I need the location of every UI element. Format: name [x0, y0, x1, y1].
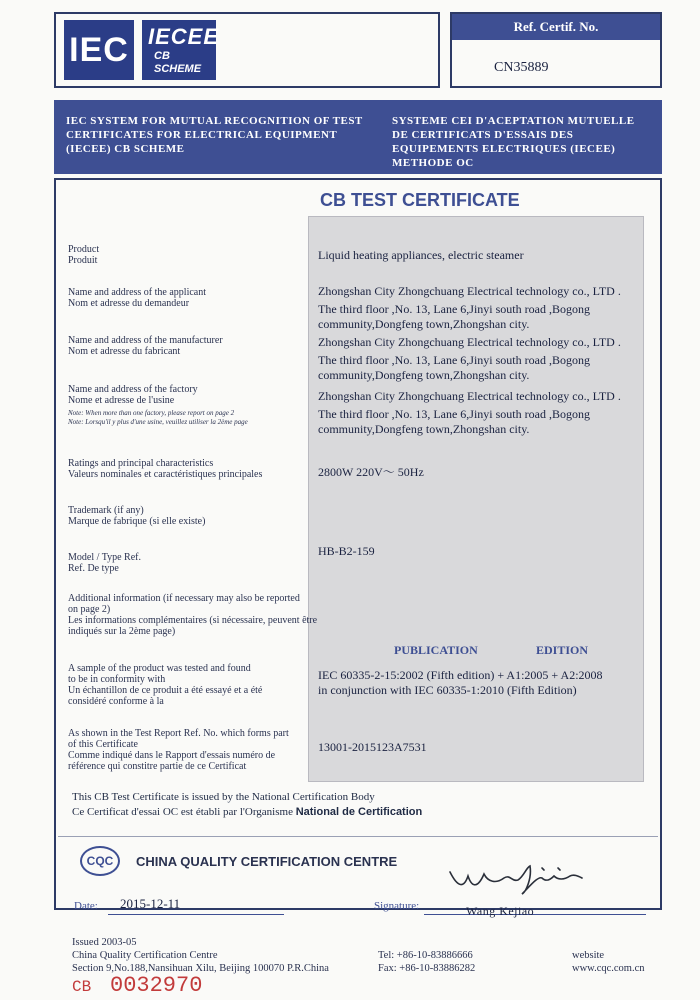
scheme-band: [54, 100, 662, 174]
product-value: Liquid heating appliances, electric steamer: [318, 248, 524, 262]
issued-by-en: This CB Test Certificate is issued by the National Certification Body: [72, 791, 375, 803]
factory-note-fr: Note: Lorsqu'il y plus d'une usine, veuillez utiliser la 2ème page: [68, 418, 248, 426]
iec-logo: [64, 20, 134, 80]
manufacturer-label-fr: Nom et adresse du fabricant: [68, 346, 181, 357]
trademark-label: [68, 505, 205, 527]
footer-tel: Tel: +86-10-83886666: [378, 950, 473, 961]
factory-address-1: The third floor ,No. 13, Lane 6,Jinyi south road ,Bogong: [318, 407, 590, 421]
cqc-logo: [80, 846, 120, 876]
applicant-label-fr: Nom et adresse du demandeur: [68, 298, 190, 309]
certification-body-name: CHINA QUALITY CERTIFICATION CENTRE: [136, 854, 398, 869]
iecee-logo-text: IECEE: [148, 24, 220, 49]
sample-label-en-2: to be in conformity with: [68, 674, 166, 685]
ratings-label-en: Ratings and principal characteristics: [68, 458, 214, 469]
manufacturer-address-2: community,Dongfeng town,Zhongshan city.: [318, 368, 530, 382]
additional-label-fr-2: indiqués sur la 2ème page): [68, 626, 176, 637]
issued-by-statement: [72, 790, 422, 820]
date-label: Date:: [74, 900, 98, 912]
ref-label: Ref. Certif. No.: [452, 14, 660, 40]
scheme-band-french: SYSTEME CEI D'ACEPTATION MUTUELLE DE CERTIFICATS D'ESSAIS DES EQUIPEMENTS ELECTRIQUES (IECEE) METHODE OC: [392, 115, 635, 169]
standard-value-2: in conjunction with IEC 60335-1:2010 (Fifth Edition): [318, 683, 577, 697]
factory-name: Zhongshan City Zhongchuang Electrical technology co., LTD .: [318, 389, 621, 403]
applicant-address-1: The third floor ,No. 13, Lane 6,Jinyi south road ,Bogong: [318, 302, 590, 316]
manufacturer-address-1: The third floor ,No. 13, Lane 6,Jinyi south road ,Bogong: [318, 353, 590, 367]
iecee-logo-sub1: CB: [154, 50, 170, 62]
issued-by-fr: [72, 805, 422, 820]
ratings-value: 2800W 220V～ 50Hz: [318, 465, 424, 479]
report-label-en-2: of this Certificate: [68, 739, 138, 750]
issued-by-fr-bold: National de Certification: [295, 806, 423, 818]
factory-label-fr: Nome et adresse de l'usine: [68, 395, 175, 406]
report-label: [68, 728, 289, 772]
model-label-fr: Ref. De type: [68, 563, 119, 574]
applicant-value: [318, 284, 621, 332]
issued-by-fr-prefix: Ce Certificat d'essai OC est établi par l'Organisme: [72, 806, 296, 818]
applicant-label: [68, 287, 206, 309]
ratings-label: [68, 458, 262, 480]
factory-value: [318, 389, 621, 437]
product-label-fr: Produit: [68, 255, 98, 266]
cqc-logo-text: CQC: [86, 854, 114, 868]
serial-number: 0032970: [110, 973, 203, 998]
applicant-label-en: Name and address of the applicant: [68, 287, 207, 298]
footer-fax: Fax: +86-10-83886282: [378, 963, 476, 974]
applicant-address-2: community,Dongfeng town,Zhongshan city.: [318, 317, 530, 331]
date-value: 2015-12-11: [120, 896, 181, 911]
factory-address-2: community,Dongfeng town,Zhongshan city.: [318, 422, 530, 436]
footer-website: [572, 949, 645, 975]
scheme-band-english: IEC SYSTEM FOR MUTUAL RECOGNITION OF TEST CERTIFICATES FOR ELECTRICAL EQUIPMENT (IECEE) CB SCHEME: [66, 115, 363, 155]
certificate-title: CB TEST CERTIFICATE: [320, 190, 520, 210]
applicant-name: Zhongshan City Zhongchuang Electrical technology co., LTD .: [318, 284, 621, 298]
sample-label: [68, 663, 262, 707]
footer-org: China Quality Certification Centre: [72, 950, 218, 961]
factory-label-en: Name and address of the factory: [68, 384, 198, 395]
footer-issuer: [72, 936, 329, 975]
manufacturer-value: [318, 335, 621, 383]
trademark-label-fr: Marque de fabrique (si elle existe): [68, 516, 206, 527]
report-label-en-1: As shown in the Test Report Ref. No. which forms part: [68, 728, 289, 739]
iec-logo-text: IEC: [69, 30, 129, 69]
footer-issued-date: Issued 2003-05: [72, 937, 137, 948]
additional-info-label: [68, 593, 317, 637]
trademark-label-en: Trademark (if any): [68, 505, 144, 516]
factory-note-en: Note: When more than one factory, please report on page 2: [68, 409, 235, 417]
signatory-name: Wang Kejiao: [466, 904, 535, 918]
iecee-logo: [142, 20, 220, 80]
factory-label: [68, 384, 248, 427]
report-label-fr-1: Comme indiqué dans le Rapport d'essais numéro de: [68, 750, 276, 761]
footer-website-label: website: [572, 950, 605, 961]
manufacturer-label: [68, 335, 223, 357]
edition-label: EDITION: [536, 643, 589, 657]
manufacturer-label-en: Name and address of the manufacturer: [68, 335, 223, 346]
report-label-fr-2: référence qui constitre partie de ce Certificat: [68, 761, 247, 772]
standard-value-1: IEC 60335-2-15:2002 (Fifth edition) + A1:2005 + A2:2008: [318, 668, 603, 682]
footer-contact: [378, 949, 475, 975]
model-label-en: Model / Type Ref.: [68, 552, 141, 563]
model-label: [68, 552, 141, 574]
product-label-en: Product: [68, 244, 100, 255]
ref-number: CN35889: [494, 60, 549, 75]
additional-label-fr-1: Les informations complémentaires (si nécessaire, peuvent être: [68, 615, 318, 626]
footer-website-url: www.cqc.com.cn: [572, 963, 645, 974]
product-label: [68, 244, 99, 266]
signature-label: Signature:: [374, 900, 420, 912]
footer-address: Section 9,No.188,Nansihuan Xilu, Beijing 100070 P.R.China: [72, 963, 329, 974]
sample-label-fr-2: considéré conforme à la: [68, 696, 164, 707]
additional-label-en-2: on page 2): [68, 604, 111, 615]
signature-scribble: [446, 858, 586, 898]
standard-value: [318, 668, 603, 698]
report-number: 13001-2015123A7531: [318, 740, 427, 754]
publication-label: PUBLICATION: [394, 643, 478, 657]
cqc-divider: [58, 836, 658, 837]
iecee-logo-sub2: SCHEME: [154, 63, 202, 75]
date-underline: [108, 914, 284, 915]
manufacturer-name: Zhongshan City Zhongchuang Electrical technology co., LTD .: [318, 335, 621, 349]
sample-label-en-1: A sample of the product was tested and found: [68, 663, 251, 674]
model-value: HB-B2-159: [318, 544, 375, 558]
serial-prefix: CB: [72, 978, 92, 996]
ratings-label-fr: Valeurs nominales et caractéristiques principales: [68, 469, 263, 480]
additional-label-en-1: Additional information (if necessary may also be reported: [68, 593, 300, 604]
sample-label-fr-1: Un échantillon de ce produit a été essayé et a été: [68, 685, 263, 696]
signature-underline: [424, 914, 646, 915]
